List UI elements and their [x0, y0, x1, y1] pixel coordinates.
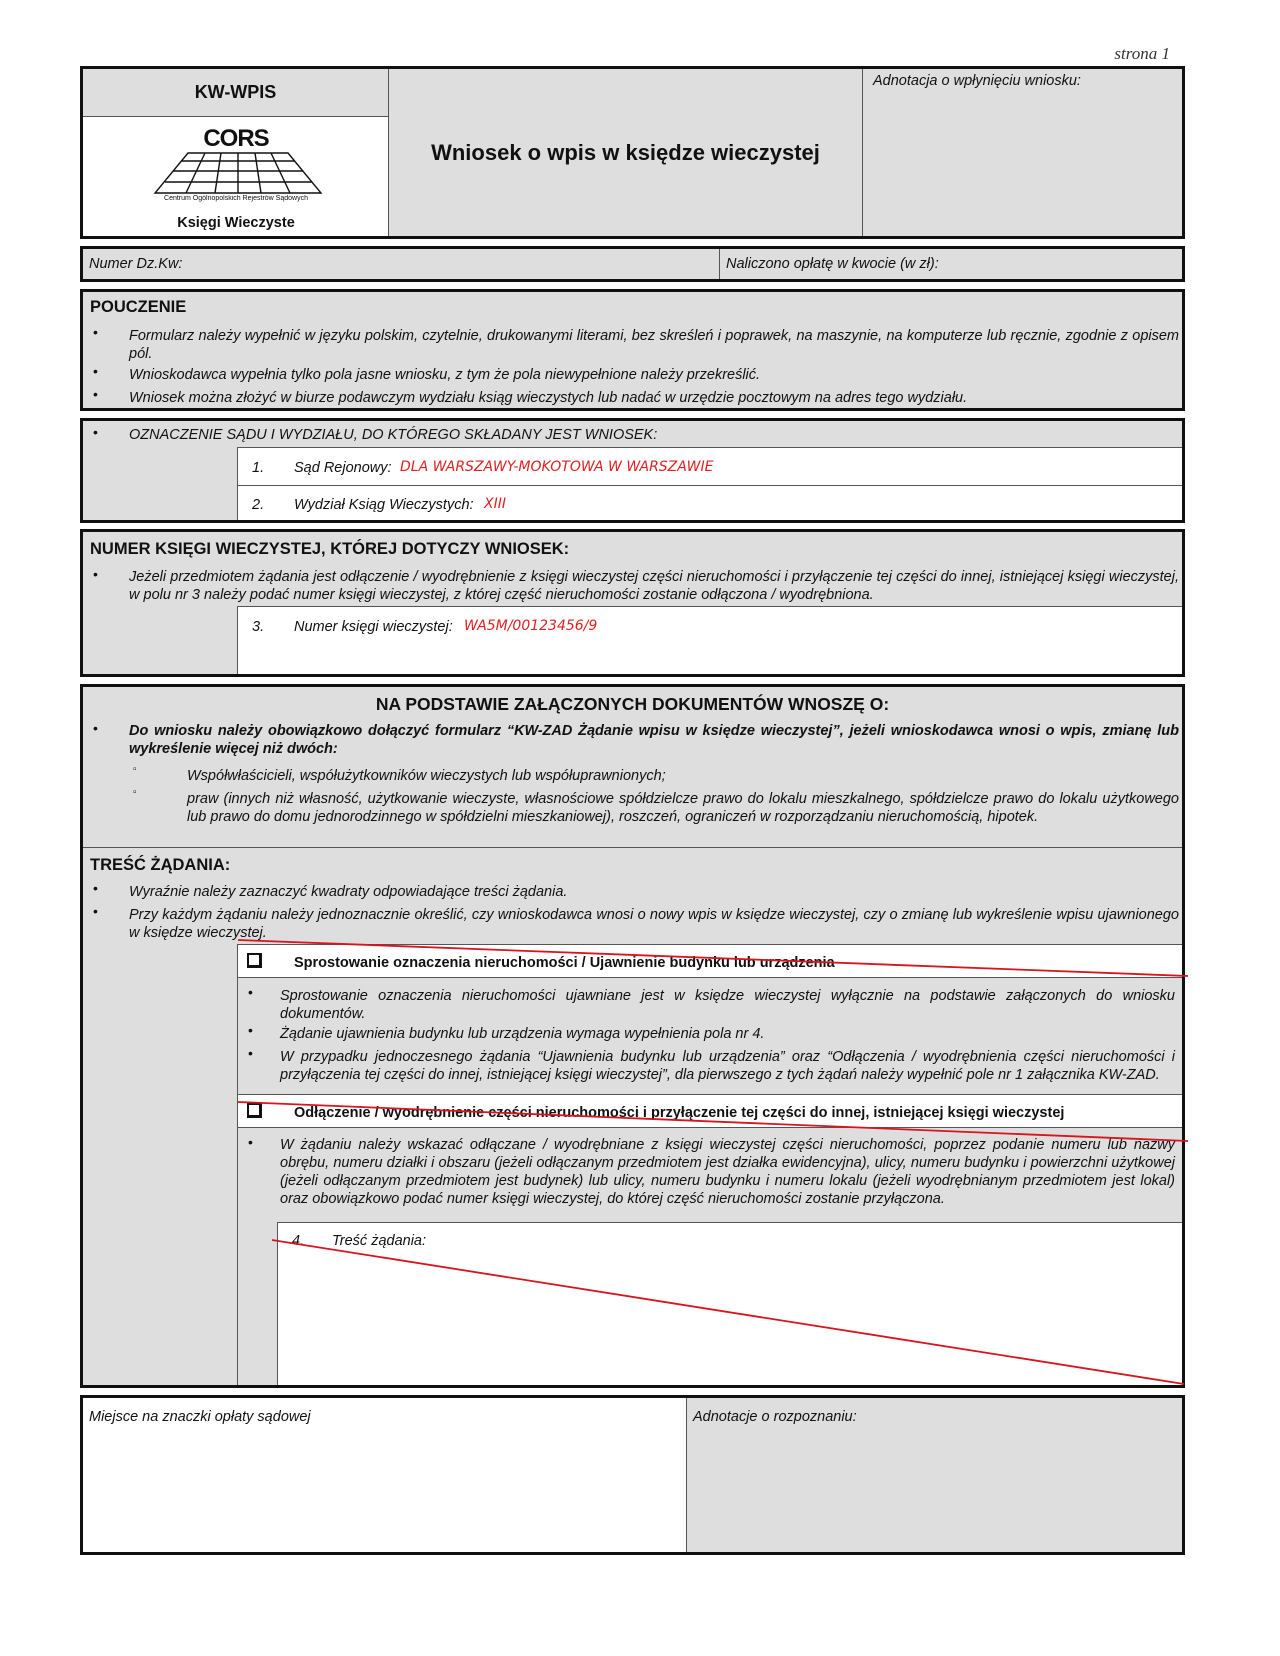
content-note: Wyraźnie należy zaznaczyć kwadraty odpowiadające treści żądania. [129, 884, 568, 900]
option-1-note: W przypadku jednoczesnego żądania “Ujawnienia budynku lub urządzenia” oraz “Odłączenia / wyodrębnienia części nieruchomości i przyłączenia tej części do innej, istniejącej księgi wieczystej”, dla pierwszego z tych żądań należy wypełnić pole nr 1 załącznika KW-ZAD. [280, 1049, 1175, 1083]
annotation-label: Adnotacja o wpłynięciu wniosku: [873, 73, 1081, 89]
field-number: 1. [252, 460, 265, 476]
bullet-icon: • [93, 720, 98, 736]
land-register-label: Numer księgi wieczystej: [294, 619, 453, 635]
bullet-icon: • [248, 1045, 253, 1061]
logo-subtitle: Księgi Wieczyste [177, 215, 295, 231]
land-register-note: Jeżeli przedmiotem żądania jest odłączenie / wyodrębnienie z księgi wieczystej części nieruchomości i przyłączenie tej części do innej, istniejącej księgi wieczystej, w polu nr 3 należy podać numer księgi wieczystej, z której część nieruchomości zostanie odłączona / wyodrębniona. [129, 569, 1179, 603]
request-note: Do wniosku należy obowiązkowo dołączyć formularz “KW-ZAD Żądanie wpisu w księdze wieczystej”, jeżeli wnioskodawca wnosi o wpis, zmianę lub wykreślenie więcej niż dwóch: [129, 723, 1179, 757]
option-1-label: Sprostowanie oznaczenia nieruchomości / Ujawnienie budynku lub urządzenia [294, 955, 835, 971]
logo-caption: Centrum Ogólnopolskich Rejestrów Sądowych [164, 195, 308, 202]
request-title: NA PODSTAWIE ZAŁĄCZONYCH DOKUMENTÓW WNOSZĘ O: [375, 694, 890, 714]
bullet-icon: • [93, 424, 98, 440]
bullet-icon: • [93, 363, 98, 379]
content-note: Przy każdym żądaniu należy jednoznacznie określić, czy wnioskodawca wnosi o nowy wpis w księdze wieczystej, czy o zmianę lub wykreślenie wpisu ujawnionego w księdze wieczystej. [129, 907, 1179, 941]
stamps-label: Miejsce na znaczki opłaty sądowej [89, 1409, 311, 1425]
bullet-icon: • [93, 903, 98, 919]
division-field-label: Wydział Ksiąg Wieczystych: [294, 497, 474, 513]
field-number: 3. [252, 619, 265, 635]
fee-label: Naliczono opłatę w kwocie (w zł): [726, 256, 939, 272]
request-content-title: TREŚĆ ŻĄDANIA: [90, 856, 231, 874]
page-number: strona 1 [1114, 44, 1170, 63]
dzkw-label: Numer Dz.Kw: [83, 249, 720, 279]
instruction-item: Wniosek można złożyć w biurze podawczym wydziału ksiąg wieczystych lub nadać w urzędzie pocztowym na adres tego wydziału. [129, 390, 968, 406]
bullet-icon: • [93, 324, 98, 340]
bullet-icon: • [248, 984, 253, 1000]
request-subitem: praw (innych niż własność, użytkowanie wieczyste, własnościowe spółdzielcze prawo do lokalu mieszkalnego, spółdzielcze prawo do lokalu użytkowego lub prawo do domu jednorodzinnego w spółdzielni mieszkaniowej), roszczeń, ograniczeń w rozporządzaniu nieruchomością, hipotek. [187, 791, 1179, 825]
court-heading: OZNACZENIE SĄDU I WYDZIAŁU, DO KTÓREGO SKŁADANY JEST WNIOSEK: [129, 427, 658, 443]
strike-line [238, 1102, 1188, 1141]
option-1-note: Sprostowanie oznaczenia nieruchomości ujawniane jest w księdze wieczystej wyłącznie na podstawie załączonych do wniosku dokumentów. [280, 988, 1175, 1022]
option-1-note: Żądanie ujawnienia budynku lub urządzenia wymaga wypełnienia pola nr 4. [280, 1026, 765, 1042]
instructions-title: POUCZENIE [90, 298, 187, 316]
field-number: 4. [292, 1233, 305, 1249]
strike-line [272, 1240, 1184, 1384]
court-value: DLA WARSZAWY-MOKOTOWA W WARSZAWIE [400, 459, 714, 475]
square-bullet-icon: ▫ [133, 764, 137, 775]
request-content-label: Treść żądania: [332, 1233, 427, 1249]
strike-line [238, 940, 1188, 976]
form-title: Wniosek o wpis w księdze wieczystej [389, 69, 863, 236]
recognition-label: Adnotacje o rozpoznaniu: [693, 1409, 857, 1425]
bullet-icon: • [93, 880, 98, 896]
bullet-icon: • [93, 386, 98, 402]
option-2-note: W żądaniu należy wskazać odłączane / wyodrębniane z księgi wieczystej części nieruchomości, poprzez podanie numeru lub nazwy obrębu, numeru działki i obszaru (jeżeli odłączanym przedmiotem jest działka ewidencyjna), ulicy, numeru budynku i powierzchni użytkowej (jeżeli odłączanym przedmiotem jest budynek) lub ulicy, numeru budynku i numeru lokalu (jeżeli wyodrębnianym przedmiotem jest lokal) oraz obowiązkowo podać numer księgi wieczystej, do której część nieruchomości zostanie przyłączona. [280, 1137, 1175, 1207]
instruction-item: Wnioskodawca wypełnia tylko pola jasne wniosku, z tym że pola niewypełnione należy przekreślić. [129, 367, 761, 383]
form-code: KW-WPIS [83, 69, 389, 117]
instruction-item: Formularz należy wypełnić w języku polskim, czytelnie, drukowanymi literami, bez skreśleń i poprawek, na maszynie, na komputerze lub ręcznie, zgodnie z opisem pól. [129, 328, 1179, 362]
option-2-label: Odłączenie / wyodrębnienie części nieruchomości i przyłączenie tej części do innej, istniejącej księgi wieczystej [294, 1105, 1065, 1121]
bullet-icon: • [93, 566, 98, 582]
bullet-icon: • [248, 1134, 253, 1150]
bullet-icon: • [248, 1022, 253, 1038]
logo-text: CORS [203, 125, 269, 152]
square-bullet-icon: ▫ [133, 787, 137, 798]
land-register-title: NUMER KSIĘGI WIECZYSTEJ, KTÓREJ DOTYCZY WNIOSEK: [90, 540, 570, 558]
land-register-value: WA5M/00123456/9 [464, 618, 598, 634]
court-field-label: Sąd Rejonowy: [294, 460, 392, 476]
division-value: XIII [484, 496, 506, 512]
field-number: 2. [252, 497, 265, 513]
request-subitem: Współwłaścicieli, współużytkowników wieczystych lub współuprawnionych; [187, 768, 666, 784]
